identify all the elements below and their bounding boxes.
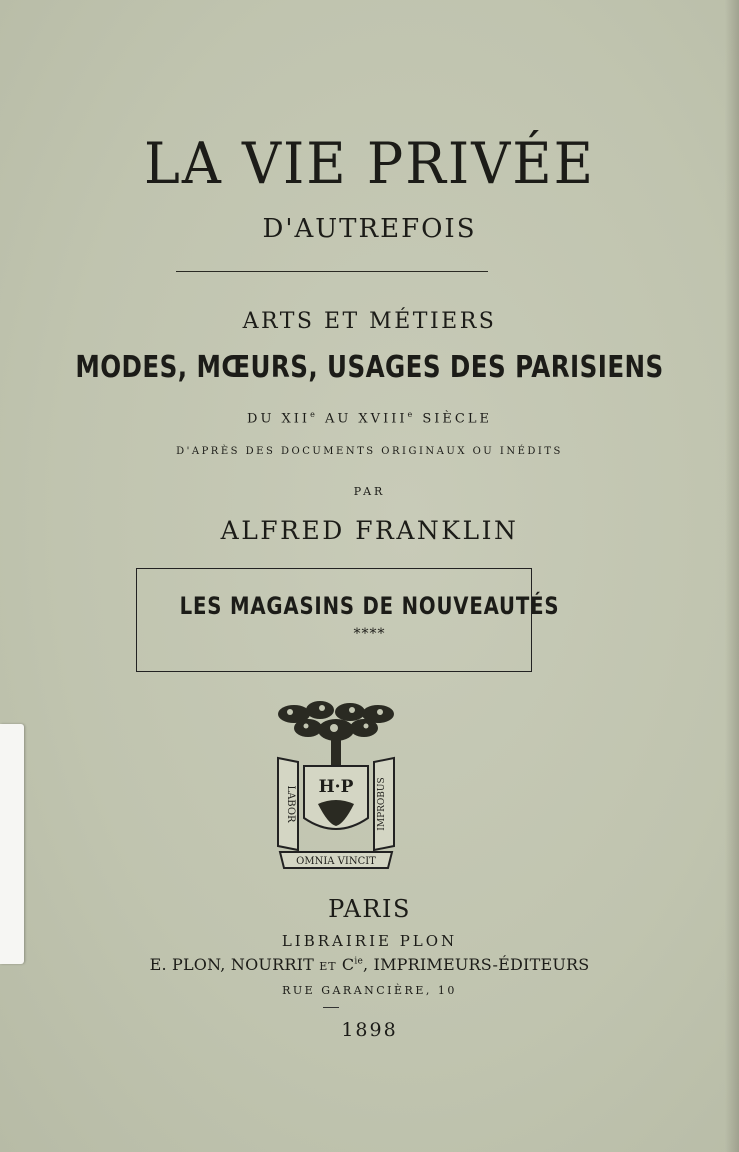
printers-title: , IMPRIMEURS-ÉDITEURS [362, 955, 590, 974]
topic-line-4: D'APRÈS DES DOCUMENTS ORIGINAUX OU INÉDITS [176, 446, 563, 457]
volume-number: **** [353, 626, 386, 642]
book-title: LA VIE PRIVÉE [143, 130, 596, 197]
printers-cie-sup: ie [354, 956, 363, 967]
mark-right-motto: IMPROBUS [377, 777, 387, 831]
mark-left-motto: LABOR [285, 785, 296, 823]
author-name: ALFRED FRANKLIN [220, 516, 519, 545]
topic-line-3: DU XIIe AU XVIIIe SIÈCLE [247, 410, 492, 427]
book-subtitle: D'AUTREFOIS [262, 214, 477, 244]
divider-rule [176, 271, 488, 272]
mark-initials: H·P [318, 777, 354, 797]
imprint-printers: E. PLON, NOURRIT ET $C^{ie}$, IMPRIMEURS-ÉDITEURS [149, 955, 590, 974]
printers-et: ET [319, 960, 337, 973]
by-label: PAR [353, 485, 386, 498]
imprint-year: 1898 [341, 1019, 398, 1041]
mark-bottom-motto: OMNIA VINCIT [296, 856, 376, 867]
topic-line-2: MODES, MŒURS, USAGES DES PARISIENS [75, 350, 664, 385]
printers-name: E. PLON, NOURRIT [149, 955, 314, 974]
volume-title: LES MAGASINS DE NOUVEAUTÉS [179, 592, 560, 620]
volume-box [136, 568, 532, 672]
year-rule [323, 1007, 339, 1008]
imprint-publisher: LIBRAIRIE PLON [281, 932, 458, 950]
topic-line-1: ARTS ET MÉTIERS [242, 309, 497, 334]
printers-device-tree-icon [272, 700, 400, 872]
imprint-city: PARIS [328, 895, 411, 923]
imprint-address: RUE GARANCIÈRE, 10 [282, 984, 457, 997]
library-tab-strip [0, 724, 24, 964]
